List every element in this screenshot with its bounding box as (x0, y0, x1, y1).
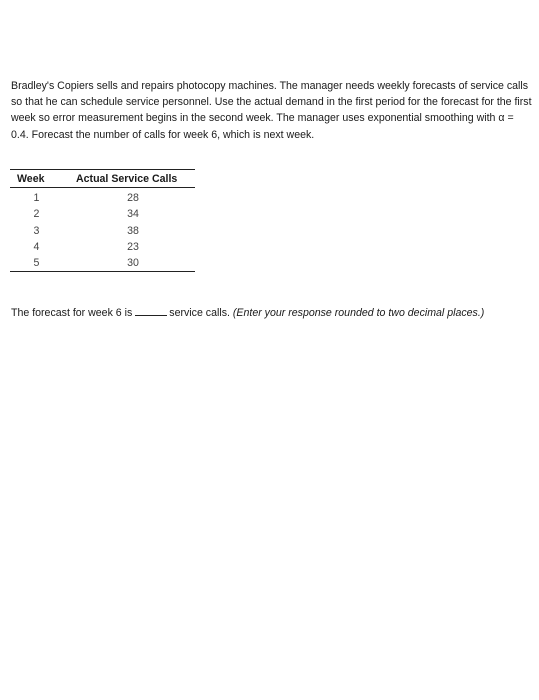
week-cell: 5 (33, 257, 40, 270)
week-cell: 1 (33, 192, 40, 205)
week-cell: 2 (33, 208, 40, 221)
calls-cell: 30 (127, 257, 139, 270)
table-row (10, 223, 195, 239)
answer-sentence (11, 305, 484, 320)
calls-cell: 28 (127, 192, 139, 205)
table-row (10, 206, 195, 222)
header-week: Week (17, 172, 45, 185)
calls-cell: 38 (127, 224, 139, 237)
table-row (10, 255, 195, 272)
data-table (10, 169, 195, 272)
answer-instruction: (Enter your response rounded to two decimal places.) (232, 307, 485, 319)
answer-suffix: service calls. (169, 307, 230, 319)
week-cell: 4 (33, 241, 40, 254)
calls-cell: 23 (127, 241, 139, 254)
table-row (10, 188, 195, 207)
table-header-row (10, 170, 195, 188)
header-actual-service-calls: Actual Service Calls (76, 172, 178, 185)
week-cell: 3 (33, 224, 40, 237)
problem-statement: Bradley's Copiers sells and repairs photocopy machines. The manager needs weekly forecasts of service calls so that he can schedule service personnel. Use the actual demand in the first period for the forecast for the first week so error measurement begins in the second week. The manager uses exponential smoothing with α = 0.4. Forecast the number of calls for week 6, which is next week. (11, 80, 532, 141)
answer-prefix: The forecast for week 6 is (11, 307, 133, 319)
calls-cell: 34 (127, 208, 139, 221)
answer-blank[interactable] (135, 305, 167, 316)
table-row (10, 239, 195, 255)
service-calls-table (10, 169, 195, 272)
